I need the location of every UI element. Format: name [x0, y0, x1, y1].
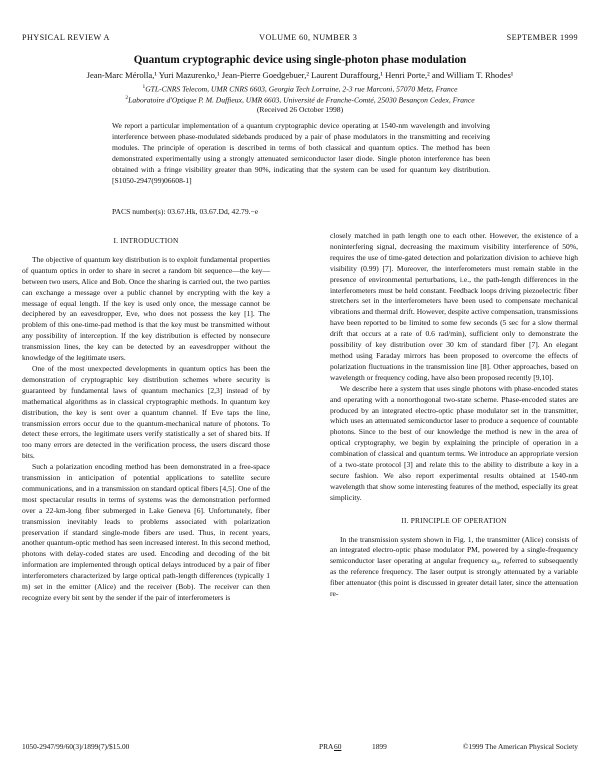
journal-name: PHYSICAL REVIEW A	[22, 33, 110, 42]
left-column	[22, 232, 270, 604]
principle-paragraph-1: In the transmission system shown in Fig. 1, the transmitter (Alice) consists of an integrated electro-optic phase modulator PM, powered by a single-frequency semiconductor laser operating at angular frequency ω₀, referred to subsequently as the reference frequency. The laser output is strongly attenuated by a variable fiber attenuator (this point is discussed in greater detail later, since the attenuation re-	[330, 534, 578, 599]
principle-heading: II. PRINCIPLE OF OPERATION	[401, 515, 507, 525]
affiliation-2-marker: 2	[125, 95, 129, 101]
issn-code: 1050-2947/99/60(3)/1899(7)/$15.00	[22, 742, 130, 751]
page-number: 1899	[372, 742, 387, 751]
received-date: (Received 26 October 1998)	[256, 105, 344, 114]
volume-number: VOLUME 60, NUMBER 3	[259, 33, 358, 42]
introduction-heading: I. INTRODUCTION	[113, 236, 179, 245]
footer-journal-abbrev: PRA	[319, 742, 334, 751]
affiliation-2	[0, 95, 600, 105]
issue-date: SEPTEMBER 1999	[506, 33, 578, 42]
right-paragraph-2: We describe here a system that uses single photons with phase-encoded states and operating with a nonorthogonal two-state scheme. Phase-encoded states are produced by an integrated electro-optic phase modulator set in the transmitter, which uses an attenuated semiconductor laser to produce a sequence of countable photons. Since to the best of our knowledge the method is new in the area of optical cryptography, we begin by explaining the principle of operation in a combination of classical and quantum terms. We introduce an appropriate version of a two-state protocol [3] and relate this to the ability to distribute a key in a secure fashion. We also report experimental results obtained at 1540-nm wavelength that show some interesting features of the method, especially its great simplicity.	[330, 383, 578, 502]
intro-paragraph-2: One of the most unexpected developments in quantum optics has been the demonstration of cryptographic key distribution schemes where security is guaranteed by fundamental laws of quantum mechanics [2,3] instead of by mathematical algorithms as in classical cryptographic methods. In quantum key distribution, the key is sent over a quantum channel. If Eve taps the line, transmission errors occur due to the quantum-mechanical nature of photons. To detect these errors, the legitimate users verify statistically a set of shared bits. If too many errors are detected in the verification process, the users discard those bits.	[22, 363, 270, 461]
intro-paragraph-3: Such a polarization encoding method has been demonstrated in a free-space transmission in anticipation of potential applications to satellite secure communications, and in a transmission on standard optical fibers [4,5]. One of the most spectacular results in terms of systems was the demonstration performed over a 22-km-long fiber submerged in Lake Geneva [6]. Unfortunately, fiber transmission inevitably leads to problems associated with polarization preservation if standard single-mode fibers are used. Thus, in recent years, another quantum-optic method has seen increased interest. In this second method, photons with delay-coded states are used. Encoding and decoding of the bit information are implemented through optical delays introduced by a pair of fiber interferometers characterized by large optical path-length differences (typically 1 m) set in the emitter (Alice) and the receiver (Bob). The receiver can then recognize every bit sent by the sender if the pair of interferometers is	[22, 462, 270, 602]
affiliation-1-marker: 1	[142, 84, 146, 90]
affiliation-1-text: GTL-CNRS Telecom, UMR CNRS 6603, Georgia Tech Lorraine, 2-3 rue Marconi, 57070 Metz, France	[145, 84, 458, 94]
copyright: ©1999 The American Physical Society	[462, 742, 578, 751]
abstract: We report a particular implementation of a quantum cryptographic device operating at 1540-nm wavelength and involving interference between phase-modulated sidebands produced by a pair of phase modulators in the transmitting and receiving modules. The principle of operation is described in terms of both classical and quantum optics. The method has been demonstrated experimentally using a strongly attenuated semiconductor laser diode. Single photon interference has been obtained with a fringe visibility greater than 90%, indicating that the system can be used for quantum key distribution. [S1050-2947(99)06608-1]	[112, 121, 490, 185]
running-head	[22, 33, 578, 42]
pacs-numbers: PACS number(s): 03.67.Hk, 03.67.Dd, 42.79.−e	[112, 207, 259, 216]
right-paragraph-1: closely matched in path length one to each other. However, the existence of a noninterfering signal, decreasing the maximum visibility interference of 50%, requires the use of time-gated detection and polarization division to achieve high visibility (0.99) [7]. Moreover, the interferometers must remain stable in the presence of environmental perturbations, i.e., the path-length differences in the interferometers must be held constant. Feedback loops driving piezoelectric fiber stretchers set in the interferometers have been used to compensate mechanical vibrations and thermal drift. However, despite active compensation, transmissions have been reported to be limited to some few seconds (5 sec for a slow thermal drift that occurs at a rate of 0.6 rad/min), sufficient only to demonstrate the possibility of key distribution over 30 km of standard fiber [7]. An elegant method using Faraday mirrors has been proposed to overcome the effects of polarization fluctuations in the transmission line [8]. Other approaches, based on wavelength or frequency coding, have also been proposed recently [9,10].	[330, 231, 578, 382]
affiliation-1	[0, 84, 600, 94]
intro-paragraph-1: The objective of quantum key distribution is to exploit fundamental properties of quantum optics in order to share in secret a random bit sequence—the key—between two users, Alice and Bob. Once the sharing is carried out, the two parties can exchange a message over a public channel by encrypting with the key a message of equal length. If the key is used only once, the message cannot be deciphered by an eavesdropper, Eve, who does not possess the key [1]. The problem of this one-time-pad method is that the key must be transmitted without any possibility of interception. If the key distribution is effected by nonsecure transmission lines, the key can be detected by an eavesdropper without the knowledge of the legitimate users.	[22, 254, 270, 363]
affiliation-2-text: Laboratoire d'Optique P. M. Duffieux, UMR 6603, Université de Franche-Comté, 25030 Besançon Cedex, France	[128, 95, 475, 105]
right-column	[330, 231, 578, 600]
paper-title: Quantum cryptographic device using single-photon phase modulation	[133, 54, 467, 66]
footer-volume: 60	[334, 742, 342, 751]
author-list: Jean-Marc Mérolla,¹ Yuri Mazurenko,¹ Jean-Pierre Goedgebuer,² Laurent Duraffourg,¹ Henri Porte,² and William T. Rhodes¹	[86, 70, 514, 80]
